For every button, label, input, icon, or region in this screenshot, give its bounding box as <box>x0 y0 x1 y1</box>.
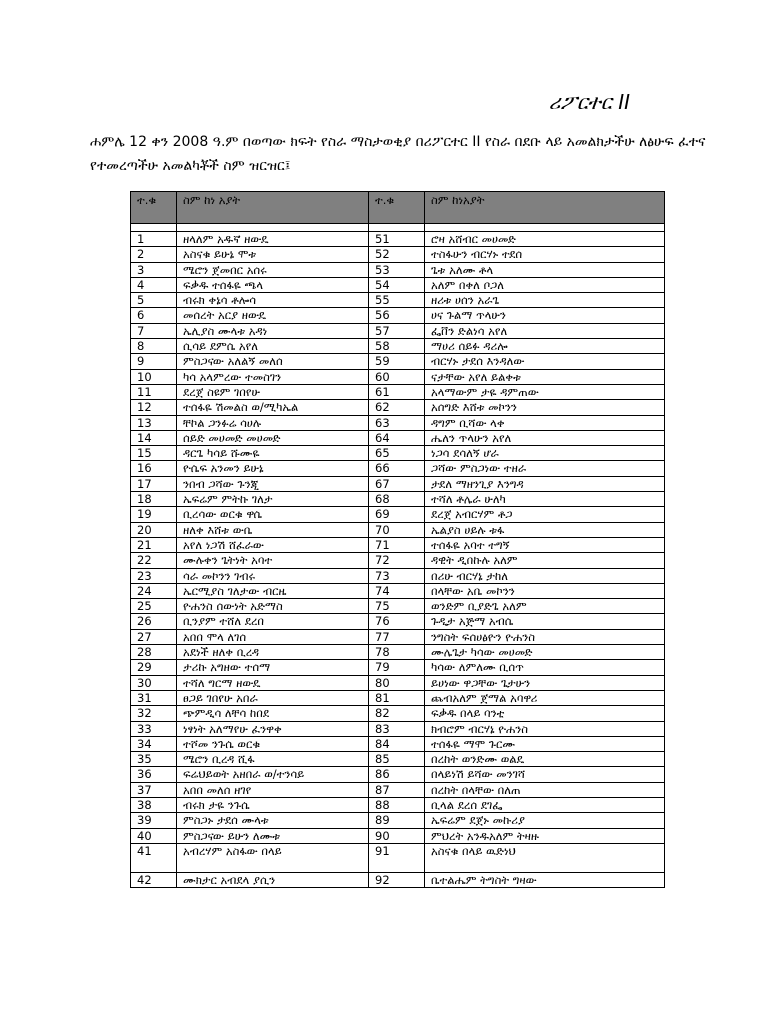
applicant-name-left: ምስጋናው ይሁን ለሙቱ <box>177 828 369 843</box>
applicant-name-left: ነፃነት አለማየሁ ፈንዋቀ <box>177 721 369 736</box>
row-number-right: 63 <box>369 415 425 430</box>
row-number-right: 82 <box>369 706 425 721</box>
applicant-name-right: ሮዛ አሸብር መሀመድ <box>425 232 665 247</box>
row-number-right: 78 <box>369 645 425 660</box>
table-row <box>131 430 665 445</box>
applicant-name-right: አለም በቀለ ቦጋለ <box>425 277 665 292</box>
applicant-name-right: ሙሌጌታ ካሳው መሀመድ <box>425 645 665 660</box>
applicant-table <box>130 191 665 888</box>
table-row <box>131 797 665 812</box>
applicant-name-left: ተሰፋዬ ሽመልስ ወ/ሚካኤል <box>177 400 369 415</box>
applicant-name-right: በላቸው አቤ መኮንን <box>425 583 665 598</box>
applicant-name-right: ዳግም ቢሻው ላቀ <box>425 415 665 430</box>
row-number-right: 92 <box>369 872 425 887</box>
table-row <box>131 614 665 629</box>
applicant-name-left: ፀጋይ ገበየሁ አበራ <box>177 690 369 705</box>
applicant-name-right: ቤተልሔም ትግስት ግዛው <box>425 872 665 887</box>
row-number-right: 80 <box>369 675 425 690</box>
row-number-right: 89 <box>369 813 425 828</box>
page-title: ሪፖርተር II <box>548 90 630 114</box>
row-number-left: 26 <box>131 614 177 629</box>
row-number-left: 12 <box>131 400 177 415</box>
row-number-left: 30 <box>131 675 177 690</box>
table-row <box>131 384 665 399</box>
applicant-name-right: ታደለ ማዘንጊያ እንግዳ <box>425 476 665 491</box>
row-number-right: 71 <box>369 537 425 552</box>
row-number-left: 29 <box>131 660 177 675</box>
applicant-name-left: ብሩክ ታዬ ንጉሴ <box>177 797 369 812</box>
applicant-name-right: በረከት በላቸው በለጠ <box>425 782 665 797</box>
row-number-left: 17 <box>131 476 177 491</box>
table-row <box>131 262 665 277</box>
row-number-left: 32 <box>131 706 177 721</box>
applicant-name-right: ሀና ጉልማ ጥላሁን <box>425 308 665 323</box>
row-number-left: 25 <box>131 599 177 614</box>
table-row <box>131 308 665 323</box>
applicant-name-left: ተሻለ ግርማ ዘውዴ <box>177 675 369 690</box>
table-row <box>131 553 665 568</box>
header-no-left: ተ.ቁ <box>131 192 177 224</box>
row-number-left: 15 <box>131 446 177 461</box>
applicant-name-right: ጨብአለም ጀማል አባዋሪ <box>425 690 665 705</box>
table-row <box>131 323 665 338</box>
applicant-name-left: ቸኮል ጋንፉሬ ሳሀሉ <box>177 415 369 430</box>
applicant-name-right: ናታቸው አየለ ይልቀቱ <box>425 369 665 384</box>
table-row <box>131 767 665 782</box>
applicant-name-right: በረከት ወንድሙ ወልዴ <box>425 752 665 767</box>
applicant-name-right: ጉዲታ አጅማ አብሴ <box>425 614 665 629</box>
row-number-right: 55 <box>369 293 425 308</box>
header-no-right: ተ.ቁ <box>369 192 425 224</box>
row-number-left: 14 <box>131 430 177 445</box>
table-row <box>131 599 665 614</box>
row-number-left: 22 <box>131 553 177 568</box>
applicant-name-left: አብረሃም አስፋው በላይ <box>177 843 369 872</box>
row-number-left: 7 <box>131 323 177 338</box>
row-number-right: 73 <box>369 568 425 583</box>
applicant-name-left: ዘላለም አዱኛ ዘውዴ <box>177 232 369 247</box>
table-row <box>131 354 665 369</box>
row-number-right: 84 <box>369 736 425 751</box>
applicant-name-left: ኤፍሬም ምትኩ ገለታ <box>177 492 369 507</box>
row-number-right: 90 <box>369 828 425 843</box>
applicant-name-right: ምህረት አንዱአለም ትዛዙ <box>425 828 665 843</box>
table-spacer-row <box>131 224 665 232</box>
applicant-name-right: ክብሮም ብርሃኔ ዮሐንስ <box>425 721 665 736</box>
applicant-name-left: አደነች ዘለቀ ቢረዳ <box>177 645 369 660</box>
row-number-right: 85 <box>369 752 425 767</box>
applicant-name-right: ካሳው ለምለሙ ቢሰጥ <box>425 660 665 675</box>
applicant-name-right: ብርሃኑ ታደሰ እንዳለው <box>425 354 665 369</box>
applicant-name-left: ቢንያም ተሸለ ደረበ <box>177 614 369 629</box>
row-number-left: 5 <box>131 293 177 308</box>
row-number-right: 77 <box>369 629 425 644</box>
applicant-name-left: መሰረት አርያ ዘውዴ <box>177 308 369 323</box>
table-row <box>131 415 665 430</box>
row-number-left: 28 <box>131 645 177 660</box>
row-number-right: 79 <box>369 660 425 675</box>
row-number-left: 13 <box>131 415 177 430</box>
table-row <box>131 507 665 522</box>
row-number-right: 87 <box>369 782 425 797</box>
row-number-right: 91 <box>369 843 425 872</box>
row-number-left: 10 <box>131 369 177 384</box>
row-number-right: 60 <box>369 369 425 384</box>
row-number-right: 76 <box>369 614 425 629</box>
applicant-name-left: ቢረሳው ወርቁ ዋሴ <box>177 507 369 522</box>
applicant-name-right: ኤፍሬም ደጀኑ መኩሪያ <box>425 813 665 828</box>
row-number-right: 53 <box>369 262 425 277</box>
row-number-right: 75 <box>369 599 425 614</box>
applicant-name-left: ሙክታር አብደላ ያሲን <box>177 872 369 887</box>
table-row <box>131 872 665 887</box>
applicant-name-left: አበበ ሞላ ለገሰ <box>177 629 369 644</box>
spacer-cell <box>131 224 177 232</box>
applicant-name-left: ደረጀ ስዩም ገበየሁ <box>177 384 369 399</box>
applicant-name-right: ጋሻው ምስጋነው ተዘራ <box>425 461 665 476</box>
applicant-name-right: አሰግድ እሸቱ መኮንን <box>425 400 665 415</box>
row-number-right: 66 <box>369 461 425 476</box>
applicant-name-right: ኤልያስ ሀይሉ ቱፋ <box>425 522 665 537</box>
row-number-right: 61 <box>369 384 425 399</box>
row-number-right: 81 <box>369 690 425 705</box>
table-row <box>131 690 665 705</box>
table-row <box>131 813 665 828</box>
row-number-right: 83 <box>369 721 425 736</box>
applicant-name-right: ማሀሪ ሰይፉ ዳሪሎ <box>425 339 665 354</box>
row-number-left: 18 <box>131 492 177 507</box>
table-row <box>131 492 665 507</box>
table-header-row <box>131 192 665 224</box>
table-row <box>131 583 665 598</box>
row-number-right: 65 <box>369 446 425 461</box>
applicant-name-left: ሜሮን ቢረዳ ሺፋ <box>177 752 369 767</box>
applicant-name-right: ሔለን ጥላሁን አየለ <box>425 430 665 445</box>
row-number-right: 86 <box>369 767 425 782</box>
row-number-right: 62 <box>369 400 425 415</box>
applicant-name-right: ጌቱ አለሙ ቶላ <box>425 262 665 277</box>
row-number-right: 70 <box>369 522 425 537</box>
applicant-name-left: ኤርሚያስ ገለታው ብርዜ <box>177 583 369 598</box>
row-number-left: 39 <box>131 813 177 828</box>
applicant-name-left: አየለ ነጋሽ ሸፈራው <box>177 537 369 552</box>
row-number-left: 23 <box>131 568 177 583</box>
spacer-cell <box>425 224 665 232</box>
applicant-name-left: አስናቁ ይሁኔ ሞቱ <box>177 247 369 262</box>
row-number-left: 16 <box>131 461 177 476</box>
table-row <box>131 782 665 797</box>
spacer-cell <box>177 224 369 232</box>
table-row <box>131 277 665 292</box>
applicant-name-left: ፍሬህይወት አዘበራ ወ/ተንሳይ <box>177 767 369 782</box>
applicant-name-left: ዘለቀ እሸቱ ውቤ <box>177 522 369 537</box>
row-number-right: 69 <box>369 507 425 522</box>
applicant-name-left: ኤሊያስ ሙላቱ አዳነ <box>177 323 369 338</box>
table-row <box>131 476 665 491</box>
intro-paragraph: ሐምሌ 12 ቀን 2008 ዓ.ም በወጣው ክፍት የስራ ማስታወቂያ በሪፖርተር II የስራ በደቡ ላይ አመልክታችሁ ለፅሁፍ ፈተና የተመረጣችሁ አመልካቾች ስም ዝርዝር፤ <box>90 134 706 174</box>
applicant-name-left: ጭምዲሳ ለቸሳ ከበደ <box>177 706 369 721</box>
applicant-name-right: ነጋሳ ደሳለኝ ሆራ <box>425 446 665 461</box>
applicant-name-left: ሜሮን ጀመበር አሰሩ <box>177 262 369 277</box>
header-name-right: ስም ከነአያት <box>425 192 665 224</box>
row-number-left: 3 <box>131 262 177 277</box>
applicant-name-left: ዮሐንስ ሰውነት አድማስ <box>177 599 369 614</box>
row-number-right: 56 <box>369 308 425 323</box>
row-number-right: 52 <box>369 247 425 262</box>
row-number-left: 27 <box>131 629 177 644</box>
applicant-name-left: ብሩክ ቀኔሳ ቶሎሳ <box>177 293 369 308</box>
row-number-left: 35 <box>131 752 177 767</box>
table-row <box>131 706 665 721</box>
applicant-name-right: ተስፋሁን ብርሃኑ ተደሰ <box>425 247 665 262</box>
row-number-left: 19 <box>131 507 177 522</box>
header-name-left: ስም ከነ አያት <box>177 192 369 224</box>
row-number-left: 20 <box>131 522 177 537</box>
row-number-left: 6 <box>131 308 177 323</box>
applicant-name-left: ምስጋኑ ታደሰ ሙላቱ <box>177 813 369 828</box>
table-row <box>131 736 665 751</box>
applicant-name-left: ፍቃዱ ተሰፋዬ ጫላ <box>177 277 369 292</box>
table-row <box>131 660 665 675</box>
row-number-left: 21 <box>131 537 177 552</box>
applicant-name-right: ተሻለ ቶሌራ ሁለካ <box>425 492 665 507</box>
applicant-name-right: ወንድም ቢያድጌ አለም <box>425 599 665 614</box>
table-row <box>131 369 665 384</box>
applicant-name-right: በላይነሽ ይሻው መንገሻ <box>425 767 665 782</box>
applicant-name-left: ሙሉቀን ጌትነት አባተ <box>177 553 369 568</box>
row-number-left: 11 <box>131 384 177 399</box>
table-row <box>131 752 665 767</box>
applicant-name-left: ተሾመ ንጉሴ ወርቁ <box>177 736 369 751</box>
applicant-name-right: ተሰፋዬ አባተ ተግኝ <box>425 537 665 552</box>
row-number-right: 57 <box>369 323 425 338</box>
applicant-name-right: አስናቁ በላይ ዉድነህ <box>425 843 665 872</box>
row-number-left: 33 <box>131 721 177 736</box>
row-number-left: 1 <box>131 232 177 247</box>
applicant-name-right: ፌቨን ድልነሳ አየለ <box>425 323 665 338</box>
applicant-name-left: ሳራ መኮንን ገብሩ <box>177 568 369 583</box>
table-row <box>131 232 665 247</box>
row-number-left: 40 <box>131 828 177 843</box>
table-row <box>131 675 665 690</box>
applicant-name-left: ታሪኩ አግዘው ተሰማ <box>177 660 369 675</box>
applicant-name-right: ይሀነው ዋጋቸው ጌታሁን <box>425 675 665 690</box>
applicant-name-right: ዳዊት ዲበኩሉ አለም <box>425 553 665 568</box>
applicant-name-left: ሲሳይ ደምሴ አየለ <box>177 339 369 354</box>
applicant-name-left: ሰይድ መሀመድ መሀመድ <box>177 430 369 445</box>
applicant-name-right: ፍቃዱ በላይ ባንቲ <box>425 706 665 721</box>
row-number-right: 64 <box>369 430 425 445</box>
applicant-name-right: ቢላል ደረሰ ደገፌ <box>425 797 665 812</box>
row-number-left: 37 <box>131 782 177 797</box>
row-number-right: 68 <box>369 492 425 507</box>
row-number-right: 74 <box>369 583 425 598</box>
table-row <box>131 843 665 872</box>
applicant-name-right: ዘሪቱ ሀሰን አራጌ <box>425 293 665 308</box>
row-number-right: 54 <box>369 277 425 292</box>
row-number-left: 36 <box>131 767 177 782</box>
applicant-name-left: ንበብ ጋሻው ጉንጂ <box>177 476 369 491</box>
table-row <box>131 828 665 843</box>
row-number-left: 2 <box>131 247 177 262</box>
table-row <box>131 721 665 736</box>
row-number-left: 4 <box>131 277 177 292</box>
table-row <box>131 522 665 537</box>
applicant-name-right: ተሰፋዬ ማሞ ጉርሙ <box>425 736 665 751</box>
row-number-left: 34 <box>131 736 177 751</box>
table-row <box>131 293 665 308</box>
table-row <box>131 537 665 552</box>
table-row <box>131 400 665 415</box>
table-row <box>131 568 665 583</box>
applicant-name-left: ምስጋናው አለልኝ መለሰ <box>177 354 369 369</box>
row-number-left: 9 <box>131 354 177 369</box>
table-row <box>131 446 665 461</box>
applicant-name-left: ዳርጌ ካሳይ ሹሙዬ <box>177 446 369 461</box>
applicant-name-right: ንግስት ፍሰሀፅዮን ዮሐንስ <box>425 629 665 644</box>
row-number-left: 41 <box>131 843 177 872</box>
table-row <box>131 461 665 476</box>
applicant-name-right: በሪሁ ብርሃኔ ታከለ <box>425 568 665 583</box>
applicant-name-left: ዮሴፍ አንመን ይሁኔ <box>177 461 369 476</box>
row-number-left: 24 <box>131 583 177 598</box>
table-row <box>131 645 665 660</box>
row-number-right: 72 <box>369 553 425 568</box>
applicant-name-left: ካሳ አላምረው ተመስገን <box>177 369 369 384</box>
table-row <box>131 247 665 262</box>
table-row <box>131 629 665 644</box>
applicant-name-right: ደረጀ አብርሃም ቶጋ <box>425 507 665 522</box>
row-number-right: 67 <box>369 476 425 491</box>
table-row <box>131 339 665 354</box>
applicant-name-left: አበበ መለሰ ዘገየ <box>177 782 369 797</box>
row-number-right: 88 <box>369 797 425 812</box>
row-number-right: 58 <box>369 339 425 354</box>
row-number-left: 8 <box>131 339 177 354</box>
applicant-name-right: አላማውም ታዬ ዳምጠው <box>425 384 665 399</box>
row-number-left: 38 <box>131 797 177 812</box>
row-number-left: 42 <box>131 872 177 887</box>
row-number-left: 31 <box>131 690 177 705</box>
spacer-cell <box>369 224 425 232</box>
row-number-right: 51 <box>369 232 425 247</box>
row-number-right: 59 <box>369 354 425 369</box>
